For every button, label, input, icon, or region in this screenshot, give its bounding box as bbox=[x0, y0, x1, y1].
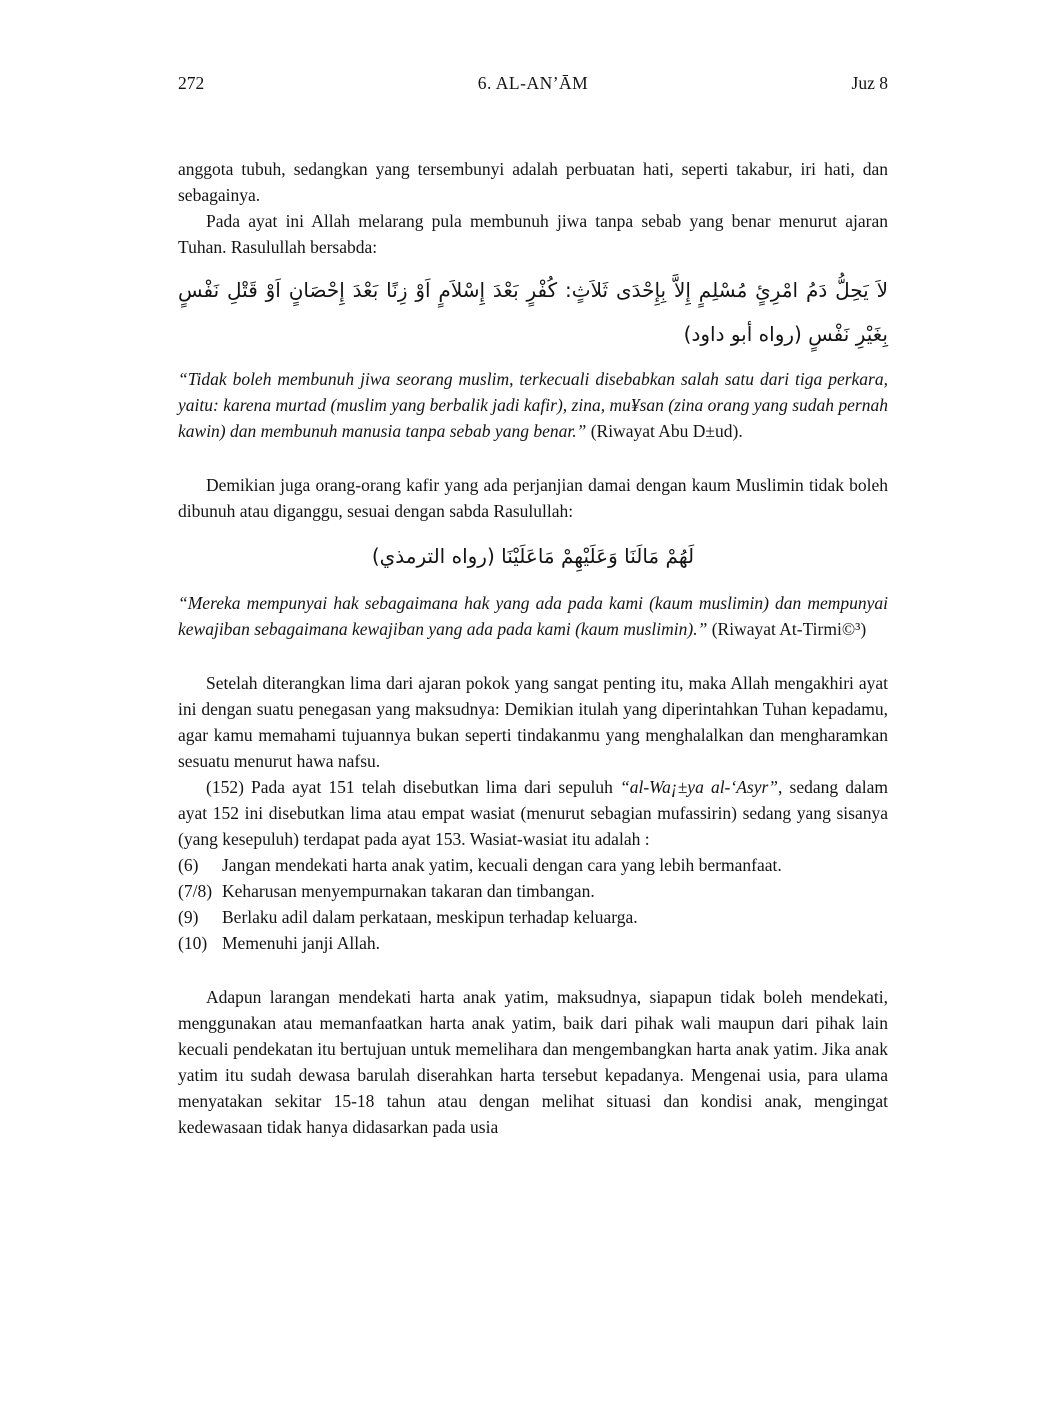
arabic-hadith-tirmidhi: لَهُمْ مَالَنَا وَعَلَيْهِمْ مَاعَلَيْنَا (رواه الترمذي) bbox=[371, 544, 695, 568]
paragraph-orphan-property: Adapun larangan mendekati harta anak yatim, maksudnya, siapapun tidak boleh mendekati, menggunakan atau memanfaatkan harta anak yatim, baik dari pihak wali maupun dari pihak lain kecuali pendekatan itu bertujuan untuk memelihara dan mengembangkan harta anak yatim. Jika anak yatim itu sudah dewasa barulah diserahkan harta tersebut kepadanya. Mengenai usia, para ulama menyatakan sekitar 15-18 tahun atau dengan melihat situasi dan kondisi anak, mengingat kedewasaan tidak hanya didasarkan pada usia bbox=[178, 987, 888, 1137]
list-item-6 bbox=[178, 852, 888, 878]
quote-2-italic-text: “Mereka mempunyai hak sebagaimana hak yang ada pada kami (kaum muslimin) dan mempunyai kewajiban sebagaimana kewajiban yang ada pada kami (kaum muslimin).” bbox=[178, 593, 888, 639]
paragraph-conclusion-five-teachings: Setelah diterangkan lima dari ajaran pokok yang sangat penting itu, maka Allah mengakhiri ayat ini dengan suatu penegasan yang maksudnya: Demikian itulah yang diperintahkan Tuhan kepadamu, agar kamu memahami tujuannya bukan seperti tindakanmu yang menghalalkan dan mengharamkan sesuatu menurut hawa nafsu. bbox=[178, 673, 888, 771]
quote-1-attribution: (Riwayat Abu D±ud). bbox=[590, 421, 743, 441]
quote-translation-2 bbox=[178, 590, 888, 642]
list-item-10 bbox=[178, 930, 888, 956]
quote-translation-1 bbox=[178, 366, 888, 444]
list-item-9-label: (9) bbox=[178, 907, 199, 927]
list-item-7-8-text: Keharusan menyempurnakan takaran dan timbangan. bbox=[222, 881, 595, 901]
paragraph-verse-152 bbox=[178, 774, 888, 852]
verse-152-roman-1: (152) Pada ayat 151 telah disebutkan lima dari sepuluh bbox=[206, 777, 620, 797]
quote-1-italic-text: “Tidak boleh membunuh jiwa seorang muslim, terkecuali disebabkan salah satu dari tiga perkara, yaitu: karena murtad (muslim yang berbalik jadi kafir), zina, mu¥san (zina orang yang sudah pernah kawin) dan membunuh manusia tanpa sebab yang benar.” bbox=[178, 369, 888, 441]
paragraph-intro-hadith-1: Pada ayat ini Allah melarang pula membunuh jiwa tanpa sebab yang benar menurut ajaran Tuhan. Rasulullah bersabda: bbox=[178, 211, 888, 257]
paragraph-intro-hadith-2: Demikian juga orang-orang kafir yang ada perjanjian damai dengan kaum Muslimin tidak boleh dibunuh atau diganggu, sesuai dengan sabda Rasulullah: bbox=[178, 475, 888, 521]
paragraph-continuation: anggota tubuh, sedangkan yang tersembunyi adalah perbuatan hati, seperti takabur, iri hati, dan sebagainya. bbox=[178, 159, 888, 205]
chapter-title: 6. AL-AN’ĀM bbox=[477, 73, 589, 93]
list-item-9 bbox=[178, 904, 888, 930]
juz-label: Juz 8 bbox=[851, 73, 888, 93]
list-item-6-label: (6) bbox=[178, 855, 199, 875]
list-item-7-8 bbox=[178, 878, 888, 904]
verse-152-italic-term: “al-Wa¡±ya al-‘Asyr” bbox=[620, 777, 779, 797]
list-item-10-text: Memenuhi janji Allah. bbox=[222, 933, 380, 953]
quote-2-attribution: (Riwayat At-Tirmi©³) bbox=[711, 619, 867, 639]
page-number: 272 bbox=[178, 73, 205, 93]
list-item-6-text: Jangan mendekati harta anak yatim, kecuali dengan cara yang lebih bermanfaat. bbox=[222, 855, 782, 875]
verse-152-roman-2: , sedang dalam ayat 152 ini disebutkan lima atau empat wasiat (menurut sebagian mufassirin) sedang yang sisanya (yang kesepuluh) terdapat pada ayat 153. Wasiat-wasiat itu adalah : bbox=[178, 777, 889, 849]
list-item-10-label: (10) bbox=[178, 933, 208, 953]
running-header bbox=[178, 70, 888, 96]
list-item-9-text: Berlaku adil dalam perkataan, meskipun terhadap keluarga. bbox=[222, 907, 638, 927]
list-item-7-8-label: (7/8) bbox=[178, 881, 213, 901]
arabic-hadith-abu-dawud: لاَ يَحِلُّ دَمُ امْرِئٍ مُسْلِمٍ إِلاَّ بِإِحْدَى ثَلاَثٍ: كُفْرٍ بَعْدَ إِسْلاَمٍ اَوْ زِنًا بَعْدَ إِحْصَانٍ اَوْ قَتْلِ نَفْسٍ بِغَيْرِ نَفْسٍ (رواه أبو داود) bbox=[178, 278, 888, 346]
